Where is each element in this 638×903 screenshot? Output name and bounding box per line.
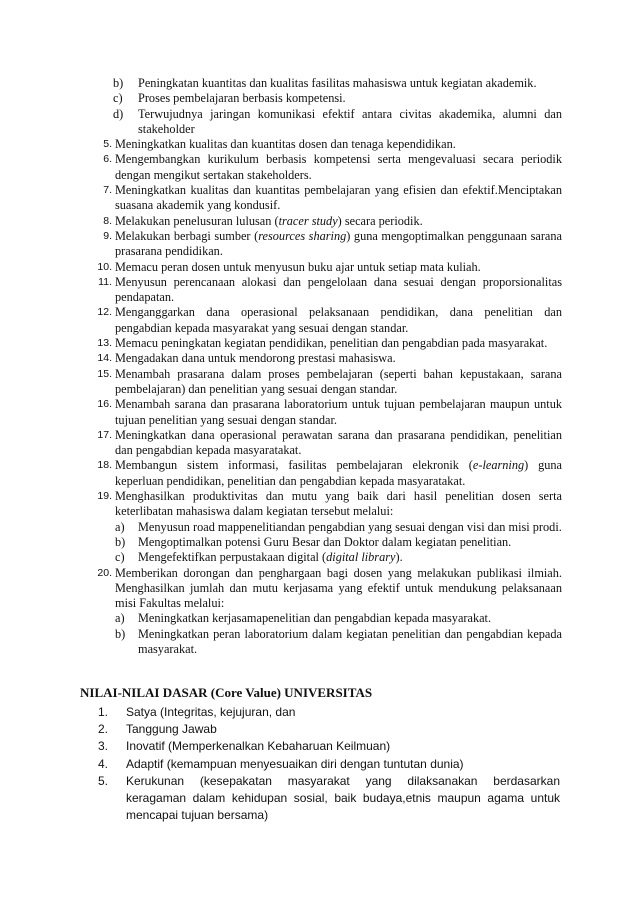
list-item (80, 336, 562, 351)
list-item (80, 152, 562, 183)
list-number: 17. (97, 428, 112, 441)
list-number: 6. (103, 153, 112, 166)
list-number: 5. (103, 138, 112, 151)
list-item (80, 611, 562, 626)
list-item-text: ) secara periodik. (337, 213, 423, 228)
list-number: 13. (97, 337, 112, 350)
list-item-text: Menambah sarana dan prasarana laboratorium untuk tujuan pembelajaran maupun untuk tujuan penelitian yang sesuai dengan standar. (115, 397, 562, 427)
list-marker: c) (113, 91, 123, 106)
list-item (98, 756, 560, 773)
list-item-text: Proses pembelajaran berbasis kompetensi. (138, 91, 346, 106)
list-item-text: ) guna mengoptimalkan penggunaan sarana prasarana pendidikan. (115, 228, 562, 259)
list-item (80, 627, 562, 658)
list-item (80, 566, 562, 612)
list-item (80, 351, 562, 366)
list-number: 4. (98, 756, 109, 771)
list-number: 12. (97, 306, 112, 319)
list-item-text: Menyusun road mappenelitiandan pengabdian yang sesuai dengan visi dan misi prodi. (138, 519, 562, 534)
italic-term: digital library (326, 550, 396, 565)
italic-term: tracer study (278, 213, 338, 228)
list-item-text: Meningkatkan kerjasamapenelitian dan pengabdian kepada masyarakat. (138, 611, 492, 626)
list-item-text: Terwujudnya jaringan komunikasi efektif antara civitas akademika, alumni dan stakeholder (138, 106, 562, 136)
list-item-text: Tanggung Jawab (126, 722, 217, 737)
list-number: 3. (98, 739, 109, 754)
list-number: 1. (98, 705, 109, 719)
list-marker: b) (115, 534, 126, 549)
list-item (80, 275, 562, 306)
list-marker: d) (113, 106, 124, 121)
list-item-text: Memacu peningkatan kegiatan pendidikan, penelitian dan pengabdian pada masyarakat. (115, 336, 548, 351)
list-item (80, 520, 562, 535)
list-item (80, 137, 562, 152)
list-item-text: Menghasilkan produktivitas dan mutu yang baik dari hasil penelitian dosen serta keterlibatan mahasiswa dalam kegiatan tersebut melalui: (115, 489, 562, 519)
list-item (80, 183, 562, 214)
list-item-text: ). (395, 550, 403, 565)
list-number: 10. (97, 260, 112, 273)
list-marker: b) (113, 76, 124, 90)
list-item-text: Melakukan berbagi sumber ( (115, 228, 259, 243)
list-number: 9. (103, 229, 112, 242)
list-item-text: Peningkatan kuantitas dan kualitas fasilitas mahasiswa untuk kegiatan akademik. (138, 76, 537, 90)
list-item (80, 76, 562, 91)
list-item-text: Kerukunan (kesepakatan masyarakat yang dilaksanakan berdasarkan keragaman dalam kehidupan sosial, baik budaya,etnis maupun agama untuk mencapai tujuan bersama) (126, 773, 560, 823)
list-item (80, 214, 562, 229)
list-number: 5. (98, 773, 109, 788)
list-item (80, 550, 562, 565)
list-number: 15. (97, 367, 112, 380)
list-item-text: Meningkatkan peran laboratorium dalam kegiatan penelitian dan pengabdian kepada masyarakat. (138, 626, 562, 656)
list-item (80, 229, 562, 260)
list-item-text: Adaptif (kemampuan menyesuaikan diri dengan tuntutan dunia) (126, 756, 464, 771)
list-number: 20. (97, 566, 112, 579)
list-item-text: Inovatif (Memperkenalkan Kebaharuan Keilmuan) (126, 739, 391, 754)
list-marker: a) (115, 519, 125, 534)
list-item (80, 535, 562, 550)
list-item (80, 91, 562, 106)
list-item (80, 107, 562, 138)
mission-list (80, 76, 562, 657)
list-item-text: Memberikan dorongan dan penghargaan bagi dosen yang melakukan publikasi ilmiah. Menghasilkan jumlah dan mutu kerjasama yang efektif untuk mendukung pelaksanaan misi Fakultas melalui: (115, 565, 562, 611)
list-item (98, 721, 560, 738)
list-number: 11. (98, 275, 112, 288)
list-item (98, 704, 560, 721)
list-item (80, 397, 562, 428)
list-number: 2. (98, 722, 109, 737)
list-item-text: Membangun sistem informasi, fasilitas pembelajaran elekronik ( (115, 458, 473, 473)
list-marker: a) (115, 611, 125, 626)
italic-term: e-learning (472, 458, 525, 473)
list-item-text: Melakukan penelusuran lulusan ( (115, 213, 279, 228)
list-item-text: Satya (Integritas, kejujuran, dan (126, 705, 296, 719)
list-item (98, 738, 560, 755)
list-item-text: Mengefektifkan perpustakaan digital ( (138, 550, 327, 565)
list-item-text: Menyusun perencanaan alokasi dan pengelolaan dana sesuai dengan proporsionalitas pendapatan. (115, 274, 562, 305)
list-item-text: Meningkatkan dana operasional perawatan sarana dan prasarana pendidikan, penelitian dan pengabdian kepada masyaratakat. (115, 427, 562, 458)
list-item-text: Mengoptimalkan potensi Guru Besar dan Doktor dalam kegiatan penelitian. (138, 534, 512, 549)
list-number: 7. (103, 184, 112, 197)
core-value-list (98, 704, 560, 824)
list-item (80, 305, 562, 336)
list-item-text: Meningkatkan kualitas dan kuantitas dosen dan tenaga kependidikan. (115, 137, 456, 152)
list-marker: c) (115, 550, 125, 565)
list-item-text: Meningkatkan kualitas dan kuantitas pembelajaran yang efisien dan efektif.Menciptakan suasana akademik yang kondusif. (115, 183, 562, 213)
list-item-text: Mengembangkan kurikulum berbasis kompetensi serta mengevaluasi secara periodik dengan mengikut sertakan stakeholders. (115, 152, 562, 182)
list-item-text: ) guna keperluan pendidikan, penelitian dan pengabdian kepada masyaratakat. (115, 458, 562, 488)
list-number: 18. (97, 459, 112, 472)
list-item-text: Menganggarkan dana operasional pelaksanaan pendidikan, dana penelitian dan pengabdian kepada masyarakat yang sesuai dengan standar. (115, 305, 562, 335)
list-item (80, 458, 562, 489)
list-item (98, 773, 560, 825)
list-item-text: Menambah prasarana dalam proses pembelajaran (seperti bahan kepustakaan, sarana pembelajaran) dan penelitian yang sesuai dengan standar. (115, 366, 562, 396)
list-item-text: Memacu peran dosen untuk menyusun buku ajar untuk setiap mata kuliah. (115, 259, 481, 274)
list-item (80, 367, 562, 398)
list-item (80, 489, 562, 520)
section-heading: NILAI-NILAI DASAR (Core Value) UNIVERSITAS (80, 685, 373, 700)
list-item (80, 428, 562, 459)
list-item (80, 260, 562, 275)
list-number: 8. (103, 214, 112, 227)
list-item-text: Mengadakan dana untuk mendorong prestasi mahasiswa. (115, 351, 396, 366)
list-number: 14. (97, 352, 112, 365)
list-number: 19. (97, 490, 112, 503)
list-marker: b) (115, 626, 126, 641)
italic-term: resources sharing (258, 228, 347, 243)
list-number: 16. (97, 398, 112, 411)
